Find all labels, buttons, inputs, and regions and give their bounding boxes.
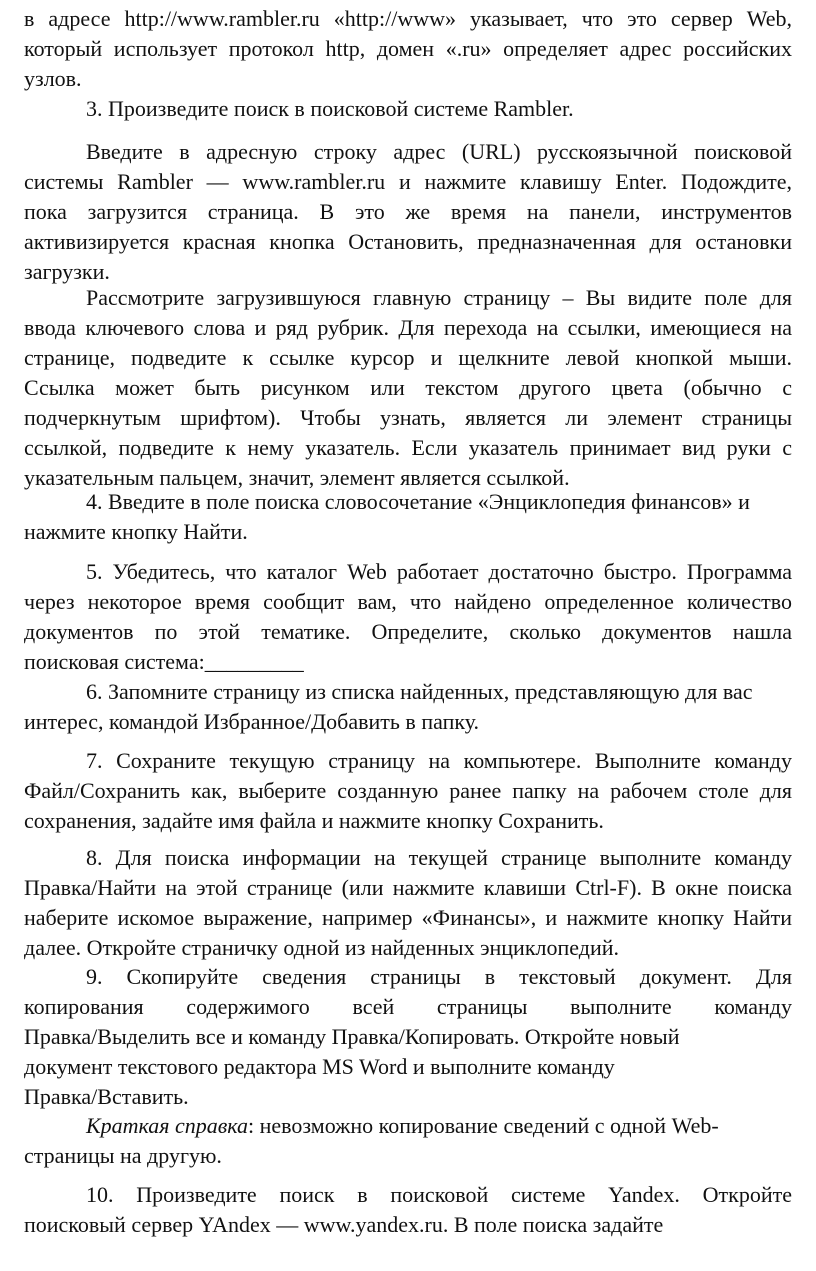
text-line: Правка/Вставить. [24, 1084, 189, 1109]
text-line: Введите в адресную строку адрес (URL) русскоязычной поисковой [86, 139, 792, 164]
text-line: документов по этой тематике. Определите, сколько документов нашла [24, 619, 792, 644]
paragraph-step-6 [24, 677, 792, 737]
text-line: Файл/Сохранить как, выберите созданную ранее папку на рабочем столе для [24, 778, 792, 803]
text-line: странице, подведите к ссылке курсор и щелкните левой кнопкой мыши. [24, 345, 792, 370]
text-line: далее. Откройте страничку одной из найденных энциклопедий. [24, 935, 619, 960]
text-line: системы Rambler — www.rambler.ru и нажмите клавишу Enter. Подождите, [24, 169, 792, 194]
text-line: Рассмотрите загрузившуюся главную страницу – Вы видите поле для [86, 285, 792, 310]
text-line: загрузки. [24, 259, 110, 284]
paragraph-step-3 [24, 94, 792, 124]
text-line: ввода ключевого слова и ряд рубрик. Для перехода на ссылки, имеющиеся на [24, 315, 792, 340]
paragraph-step-10 [24, 1180, 792, 1240]
text-line: 10. Произведите поиск в поисковой системе Yandex. Откройте [86, 1182, 792, 1207]
text-line: указательным пальцем, значит, элемент является ссылкой. [24, 465, 570, 490]
text-line: 6. Запомните страницу из списка найденных, представляющую для вас [86, 679, 753, 704]
text-line: копирования содержимого всей страницы выполните команду [24, 994, 792, 1019]
text-line: пока загрузится страница. В это же время на панели, инструментов [24, 199, 792, 224]
text-line: 9. Скопируйте сведения страницы в текстовый документ. Для [86, 964, 792, 989]
text-line: нажмите кнопку Найти. [24, 519, 248, 544]
text-line: поисковая система:_________ [24, 649, 304, 674]
text-line: 5. Убедитесь, что каталог Web работает достаточно быстро. Программа [86, 559, 792, 584]
text-line: ссылкой, подведите к нему указатель. Если указатель принимает вид руки с [24, 435, 792, 460]
text-line: наберите искомое выражение, например «Финансы», и нажмите кнопку Найти [24, 905, 792, 930]
text-line: сохранения, задайте имя файла и нажмите кнопку Сохранить. [24, 808, 604, 833]
paragraph-rambler-instructions [24, 137, 792, 287]
text-line: который использует протокол http, домен «.ru» определяет адрес российских [24, 36, 792, 61]
text-line: интерес, командой Избранное/Добавить в папку. [24, 709, 480, 734]
paragraph-step-9 [24, 962, 792, 1112]
text-line: в адресе http://www.rambler.ru «http://www» указывает, что это сервер Web, [24, 6, 792, 31]
paragraph-url-explanation [24, 4, 792, 94]
paragraph-step-4 [24, 487, 792, 547]
text-line: подчеркнутым шрифтом). Чтобы узнать, является ли элемент страницы [24, 405, 792, 430]
paragraph-step-8 [24, 843, 792, 963]
text-line: Правка/Найти на этой странице (или нажмите клавиши Ctrl-F). В окне поиска [24, 875, 792, 900]
note-text: : невозможно копирование сведений с одной Web- [248, 1113, 719, 1138]
text-line: документ текстового редактора MS Word и выполните команду [24, 1054, 615, 1079]
text-line [24, 1111, 792, 1141]
text-line: 8. Для поиска информации на текущей странице выполните команду [86, 845, 792, 870]
paragraph-brief-note [24, 1111, 792, 1171]
text-line: 4. Введите в поле поиска словосочетание «Энциклопедия финансов» и [86, 489, 750, 514]
text-line: через некоторое время сообщит вам, что найдено определенное количество [24, 589, 792, 614]
text-line: поисковый сервер YAndex — www.yandex.ru. В поле поиска задайте [24, 1212, 664, 1237]
paragraph-step-5 [24, 557, 792, 677]
text-line: страницы на другую. [24, 1143, 222, 1168]
text-line: узлов. [24, 66, 82, 91]
paragraph-main-page [24, 283, 792, 493]
text-line: Ссылка может быть рисунком или текстом другого цвета (обычно с [24, 375, 792, 400]
text-line: 7. Сохраните текущую страницу на компьютере. Выполните команду [86, 748, 792, 773]
text-line: активизируется красная кнопка Остановить, предназначенная для остановки [24, 229, 792, 254]
paragraph-step-7 [24, 746, 792, 836]
note-label: Краткая справка [86, 1113, 249, 1138]
text-line: Правка/Выделить все и команду Правка/Копировать. Откройте новый [24, 1024, 680, 1049]
text-line: 3. Произведите поиск в поисковой системе Rambler. [86, 96, 574, 121]
